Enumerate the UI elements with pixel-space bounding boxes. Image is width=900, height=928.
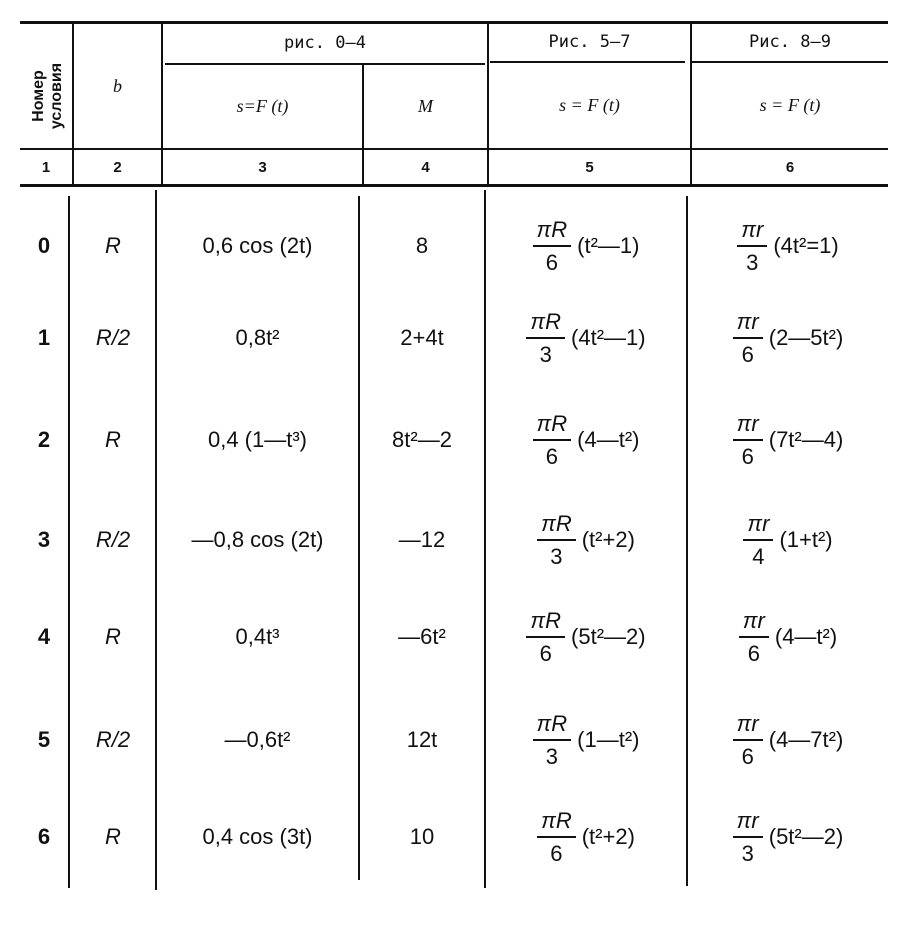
fraction <box>733 712 763 769</box>
column-number: 2 <box>113 158 122 176</box>
column-number: 1 <box>41 158 51 176</box>
s-function: —0,8 cos (2t) <box>191 527 324 552</box>
b-header: b <box>113 75 122 96</box>
fraction <box>737 218 767 275</box>
s-function-header-5: s = F (t) <box>559 95 620 115</box>
condition-number: 6 <box>37 824 51 849</box>
fig-5-7-formula <box>486 500 686 580</box>
moment-value: —12 <box>398 527 446 552</box>
moment-value: 2+4t <box>400 325 444 350</box>
fig-8-9-header: Рис. 8—9 <box>749 32 831 52</box>
column-number: 3 <box>258 158 267 176</box>
fig-0-4-header: рис. 0—4 <box>284 33 366 53</box>
condition-number-header: Номер условия <box>30 62 65 130</box>
condition-number: 2 <box>37 427 51 452</box>
fraction-numerator: πR <box>533 218 572 247</box>
condition-number: 5 <box>37 727 51 752</box>
moment-header: M <box>418 96 433 116</box>
fraction-denominator: 3 <box>741 840 754 866</box>
fraction-factor: (4—t²) <box>774 624 838 649</box>
fig-5-7-formula <box>486 400 686 480</box>
fraction <box>743 512 773 569</box>
fraction-factor: (4t²—1) <box>571 325 646 350</box>
fraction-factor: (1—t²) <box>577 727 640 752</box>
fraction-denominator: 6 <box>741 743 754 769</box>
fig-8-9-formula <box>688 400 888 480</box>
fig-5-7-formula <box>486 206 686 286</box>
fraction-numerator: πr <box>739 609 769 638</box>
condition-number: 0 <box>37 233 51 258</box>
fraction-numerator: πr <box>733 809 763 838</box>
fraction-denominator: 3 <box>539 341 552 367</box>
fraction-factor: (1+t²) <box>779 527 833 552</box>
s-function: 0,4t³ <box>235 624 280 649</box>
fig-8-9-formula <box>688 797 888 877</box>
fraction-numerator: πr <box>733 712 763 741</box>
condition-number: 1 <box>37 325 51 350</box>
fraction <box>733 809 763 866</box>
fraction-numerator: πR <box>537 809 576 838</box>
fraction <box>537 512 576 569</box>
fraction-numerator: πr <box>743 512 773 541</box>
fraction-denominator: 6 <box>545 249 558 275</box>
fraction-numerator: πR <box>526 310 565 339</box>
fraction <box>533 712 572 769</box>
fraction-factor: (t²—1) <box>577 233 640 258</box>
s-function-header-3: s=F (t) <box>236 96 289 116</box>
column-number: 6 <box>785 158 795 176</box>
fraction-numerator: πR <box>526 609 565 638</box>
fraction-denominator: 3 <box>545 743 558 769</box>
fraction <box>526 310 565 367</box>
fraction-factor: (5t²—2) <box>571 624 646 649</box>
fraction <box>739 609 769 666</box>
fig-8-9-formula <box>688 206 888 286</box>
fraction-numerator: πr <box>733 310 763 339</box>
fig-8-9-formula <box>688 500 888 580</box>
fraction-denominator: 6 <box>545 443 558 469</box>
s-function-header-6: s = F (t) <box>759 95 821 115</box>
rule-colnums-bottom <box>20 184 888 187</box>
b-value: R/2 <box>95 727 131 752</box>
fig-5-7-header: Рис. 5—7 <box>548 32 631 52</box>
fraction-factor: (t²+2) <box>581 824 635 849</box>
fraction-denominator: 6 <box>741 443 754 469</box>
fig-5-7-formula <box>486 797 686 877</box>
s-function: 0,4 cos (3t) <box>202 824 313 849</box>
fraction <box>733 310 763 367</box>
moment-value: 10 <box>409 824 435 849</box>
fig-8-9-formula <box>688 298 888 378</box>
b-value: R <box>105 824 121 849</box>
b-value: R/2 <box>95 325 131 350</box>
b-value: R <box>105 427 121 452</box>
fraction-denominator: 6 <box>550 840 563 866</box>
fraction-factor: (t²+2) <box>581 527 635 552</box>
fraction-denominator: 6 <box>747 640 760 666</box>
fraction-factor: (7t²—4) <box>768 427 844 452</box>
s-function: 0,6 cos (2t) <box>202 233 313 258</box>
fig-8-9-formula <box>688 700 888 780</box>
fraction-numerator: πR <box>533 412 572 441</box>
b-value: R <box>105 233 121 258</box>
s-function: 0,4 (1—t³) <box>207 427 308 452</box>
fraction-denominator: 6 <box>539 640 552 666</box>
fraction <box>733 412 763 469</box>
moment-value: 12t <box>406 727 438 752</box>
s-function: 0,8t² <box>235 325 280 350</box>
fraction <box>533 412 572 469</box>
condition-number: 4 <box>37 624 51 649</box>
fraction-factor: (4—t²) <box>577 427 640 452</box>
column-number: 5 <box>585 158 594 176</box>
fraction-factor: (4—7t²) <box>768 727 844 752</box>
s-function: —0,6t² <box>224 727 291 752</box>
fraction-denominator: 4 <box>752 543 765 569</box>
fig-5-7-formula <box>486 298 686 378</box>
fraction-numerator: πr <box>737 218 767 247</box>
fraction-factor: (2—5t²) <box>768 325 844 350</box>
fraction-factor: (4t²=1) <box>773 233 839 258</box>
moment-value: —6t² <box>398 624 446 649</box>
fraction <box>533 218 572 275</box>
fig-5-7-formula <box>486 700 686 780</box>
fraction <box>537 809 576 866</box>
moment-value: 8 <box>415 233 429 258</box>
b-value: R <box>105 624 121 649</box>
column-number: 4 <box>421 158 430 176</box>
moment-value: 8t²—2 <box>392 427 452 452</box>
fraction-denominator: 6 <box>741 341 754 367</box>
fraction <box>526 609 565 666</box>
b-value: R/2 <box>95 527 131 552</box>
fraction-denominator: 3 <box>550 543 563 569</box>
condition-number: 3 <box>37 527 51 552</box>
fig-5-7-formula <box>486 597 686 677</box>
fraction-numerator: πR <box>533 712 572 741</box>
fraction-denominator: 3 <box>746 249 759 275</box>
fraction-factor: (5t²—2) <box>768 824 844 849</box>
fraction-numerator: πR <box>537 512 576 541</box>
fraction-numerator: πr <box>733 412 763 441</box>
fig-8-9-formula <box>688 597 888 677</box>
